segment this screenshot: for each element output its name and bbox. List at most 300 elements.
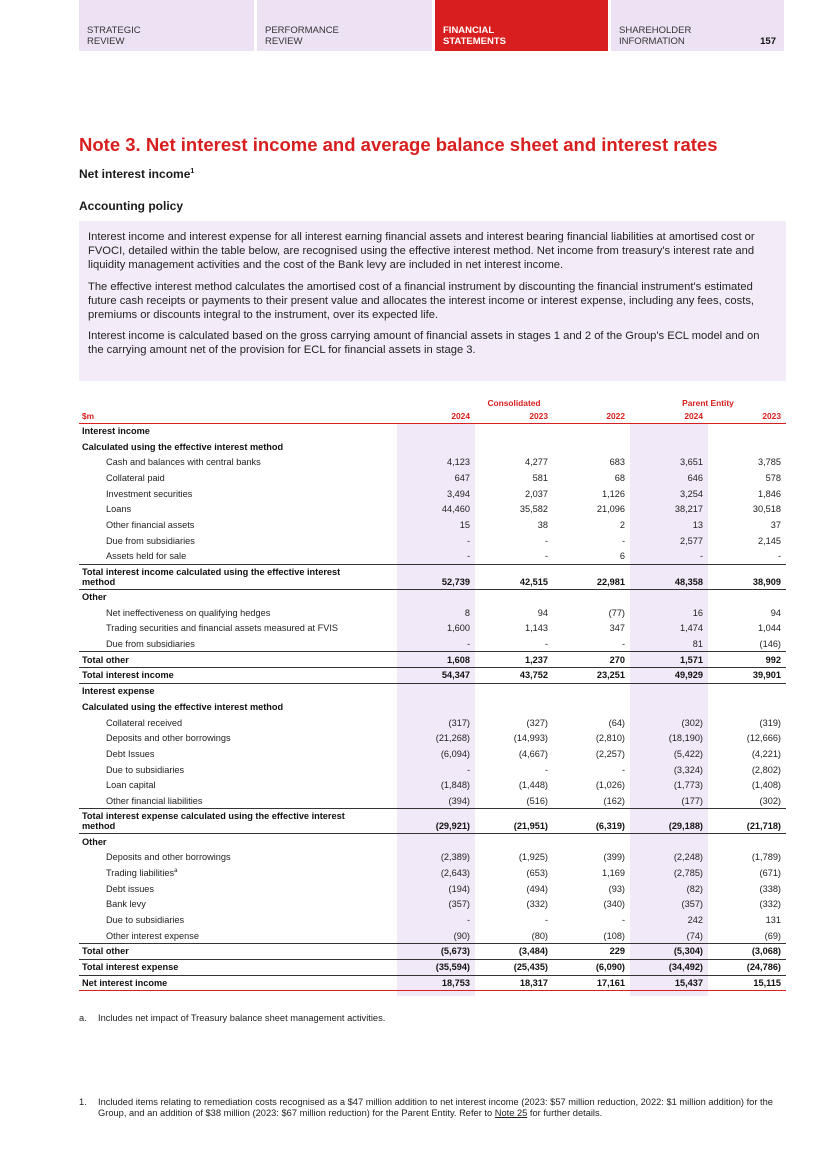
row-label (79, 564, 397, 589)
table-cell: (1,448) (518, 780, 548, 791)
row-label-text: Due from subsidiaries (106, 535, 195, 546)
table-cell: 229 (553, 944, 630, 960)
table-cell: (394) (448, 795, 470, 806)
table-cell (630, 589, 708, 605)
table-cell: 1,608 (397, 652, 475, 668)
table-cell: 43,752 (475, 668, 553, 684)
table-cell: - (544, 638, 548, 649)
table-cell: 647 (454, 472, 470, 483)
row-label (79, 762, 397, 778)
table-cell: (25,435) (475, 959, 553, 975)
table-cell: 44,460 (441, 504, 470, 515)
table-cell: (3,324) (673, 764, 703, 775)
table-cell: 13 (692, 519, 703, 530)
table-row (79, 486, 786, 502)
table-cell: (1,789) (751, 852, 781, 863)
table-row (79, 423, 786, 439)
row-label-text: Debt issues (106, 883, 155, 894)
row-label (79, 975, 397, 991)
nav-tab-label: STATEMENTS (443, 36, 506, 47)
table-cell: 3,494 (447, 488, 470, 499)
row-label (79, 777, 397, 793)
table-cell: (69) (764, 930, 781, 941)
row-label-text: Other interest expense (106, 930, 199, 941)
table-cell: (357) (448, 899, 470, 910)
table-cell: 4,277 (525, 457, 548, 468)
row-label-text: Investment securities (106, 488, 193, 499)
table-row (79, 730, 786, 746)
table-cell: - (544, 551, 548, 562)
table-cell (553, 683, 630, 699)
table-cell: (4,221) (751, 748, 781, 759)
page-number: 157 (760, 36, 776, 47)
table-cell: 15 (459, 519, 470, 530)
row-label-text: Cash and balances with central banks (106, 457, 261, 468)
table-cell: (1,408) (751, 780, 781, 791)
table-cell: 3,254 (680, 488, 703, 499)
year-header: 2024 (397, 408, 475, 423)
table-cell: 18,753 (397, 975, 475, 991)
table-cell: (2,643) (440, 868, 470, 879)
table-cell: (1,925) (518, 852, 548, 863)
table-cell: (2,248) (673, 852, 703, 863)
table-cell: (2,257) (595, 748, 625, 759)
table-cell: 23,251 (553, 668, 630, 684)
row-label-text: Collateral received (106, 717, 183, 728)
table-cell: 4,123 (447, 457, 470, 468)
row-label-text: Total interest expense (82, 962, 179, 973)
row-label (79, 912, 397, 928)
table-cell: - (544, 915, 548, 926)
row-label (79, 746, 397, 762)
table-cell (397, 423, 475, 439)
nav-tab-label: STRATEGIC (87, 25, 141, 36)
nav-tab-label: PERFORMANCE (265, 25, 339, 36)
table-cell: - (621, 915, 625, 926)
row-label-text: Loans (106, 504, 132, 515)
table-cell: (194) (448, 883, 470, 894)
table-cell (397, 589, 475, 605)
table-cell (630, 439, 708, 455)
table-cell: (93) (608, 883, 625, 894)
table-cell: (21,268) (435, 733, 470, 744)
row-label-text: Collateral paid (106, 472, 165, 483)
table-cell (630, 699, 708, 715)
table-cell: 49,929 (630, 668, 708, 684)
table-cell: 15,437 (630, 975, 708, 991)
table-row (79, 944, 786, 960)
table-cell: (146) (759, 638, 781, 649)
note-25-link[interactable]: Note 25 (494, 1108, 528, 1118)
row-label-text: Deposits and other borrowings (106, 852, 231, 863)
table-cell: 270 (553, 652, 630, 668)
table-cell: 38 (537, 519, 548, 530)
table-cell: 42,515 (475, 564, 553, 589)
table-cell: 94 (770, 607, 781, 618)
table-cell (630, 683, 708, 699)
table-cell: (317) (448, 717, 470, 728)
table-cell: 646 (687, 472, 703, 483)
row-label (79, 668, 397, 684)
footnote-ref: a (174, 868, 178, 874)
row-label-text: Other (82, 592, 107, 603)
table-cell: (338) (759, 883, 781, 894)
table-row (79, 715, 786, 731)
table-cell: 3,651 (680, 457, 703, 468)
table-cell: (5,673) (397, 944, 475, 960)
table-cell: (1,848) (440, 780, 470, 791)
table-cell: (302) (681, 717, 703, 728)
row-label (79, 470, 397, 486)
table-cell: 1,600 (447, 623, 470, 634)
row-label-text: Interest income (82, 426, 150, 437)
nav-tab-strategic-review[interactable] (79, 0, 254, 51)
row-label (79, 865, 397, 881)
table-cell: (332) (526, 899, 548, 910)
table-cell (708, 699, 786, 715)
table-cell: 2 (619, 519, 625, 530)
row-label-text: Calculated using the effective interest method (82, 701, 284, 712)
table-row (79, 834, 786, 850)
table-cell (475, 699, 553, 715)
table-cell: (35,594) (397, 959, 475, 975)
table-row (79, 897, 786, 913)
table-cell: (108) (603, 930, 625, 941)
row-label (79, 683, 397, 699)
row-label-text: Due to subsidiaries (106, 915, 185, 926)
table-row (79, 549, 786, 565)
table-cell: - (466, 551, 470, 562)
table-cell: 6 (619, 551, 625, 562)
table-cell: 683 (609, 457, 625, 468)
table-cell: 347 (609, 623, 625, 634)
row-label (79, 944, 397, 960)
row-label (79, 605, 397, 621)
table-cell (553, 423, 630, 439)
table-cell: 39,901 (708, 668, 786, 684)
section-nav (79, 0, 785, 51)
table-cell: (3,484) (475, 944, 553, 960)
footnote-marker: 1. (79, 1097, 87, 1107)
row-label-text: Total interest income (82, 670, 174, 681)
row-label (79, 730, 397, 746)
table-cell: (77) (608, 607, 625, 618)
footnote-ref: 1 (190, 168, 195, 175)
table-cell (397, 683, 475, 699)
table-row (79, 793, 786, 809)
table-cell: (6,090) (553, 959, 630, 975)
table-body (79, 423, 786, 991)
table-cell: - (466, 915, 470, 926)
row-label (79, 897, 397, 913)
table-cell: 2,037 (525, 488, 548, 499)
table-row (79, 850, 786, 866)
row-label (79, 549, 397, 565)
table-cell: 242 (687, 915, 703, 926)
net-interest-income-table (79, 395, 786, 991)
table-cell: - (544, 764, 548, 775)
table-cell: (1,773) (673, 780, 703, 791)
group-header-consolidated: Consolidated (487, 398, 541, 408)
policy-paragraph: The effective interest method calculates the amortised cost of a financial instrument by discounting the financial instrument's estimated future cash receipts or payments to their present value and allocates the interest income or interest expense, including any fees, costs, premiums or discounts integral to the instrument, over its expected life. (88, 280, 755, 322)
table-cell: (162) (603, 795, 625, 806)
year-header: 2023 (475, 408, 553, 423)
table-cell: 1,474 (680, 623, 703, 634)
table-cell: 2,145 (758, 535, 781, 546)
table-cell: 1,237 (475, 652, 553, 668)
year-header: 2024 (630, 408, 708, 423)
table-cell: 581 (532, 472, 548, 483)
nav-tab-label: INFORMATION (619, 36, 685, 47)
table-cell: (12,666) (746, 733, 781, 744)
table-cell: 22,981 (553, 564, 630, 589)
table-cell: (6,319) (553, 809, 630, 834)
table-cell: (90) (453, 930, 470, 941)
table-row (79, 928, 786, 944)
section-heading-text: Net interest income (79, 167, 191, 181)
table-row (79, 975, 786, 991)
nav-tab-label: FINANCIAL (443, 25, 495, 36)
table-cell: 2,577 (680, 535, 703, 546)
table-cell: - (466, 638, 470, 649)
table-cell: 1,571 (630, 652, 708, 668)
table-row (79, 699, 786, 715)
table-cell: - (621, 638, 625, 649)
footnote-text: for further details. (529, 1108, 603, 1118)
table-cell: (21,951) (475, 809, 553, 834)
row-label-text: Interest expense (82, 686, 155, 697)
nav-tab-label: REVIEW (265, 36, 303, 47)
table-cell: - (544, 535, 548, 546)
table-cell: - (699, 551, 703, 562)
table-row (79, 621, 786, 637)
table-row (79, 564, 786, 589)
table-cell: - (466, 535, 470, 546)
nav-tab-label: REVIEW (87, 36, 125, 47)
row-label-text: Deposits and other borrowings (106, 733, 231, 744)
table-cell (553, 834, 630, 850)
table-cell: (2,785) (673, 868, 703, 879)
row-label (79, 533, 397, 549)
table-cell: (64) (608, 717, 625, 728)
table-cell: - (621, 764, 625, 775)
table-cell (553, 699, 630, 715)
nav-tab-label: SHAREHOLDER (619, 25, 692, 36)
table-cell: (516) (526, 795, 548, 806)
table-cell: (74) (686, 930, 703, 941)
footnote-marker: a. (79, 1013, 87, 1023)
table-cell: (302) (759, 795, 781, 806)
table-cell (708, 683, 786, 699)
table-cell (397, 699, 475, 715)
table-cell: 17,161 (553, 975, 630, 991)
table-row (79, 912, 786, 928)
table-cell: 94 (537, 607, 548, 618)
row-label (79, 715, 397, 731)
table-cell (397, 439, 475, 455)
table-cell (708, 439, 786, 455)
table-row (79, 501, 786, 517)
table-cell: 15,115 (708, 975, 786, 991)
year-header: 2023 (708, 408, 786, 423)
row-label (79, 959, 397, 975)
row-label-text: Net ineffectiveness on qualifying hedges (106, 607, 271, 618)
table-row (79, 636, 786, 652)
table-row (79, 762, 786, 778)
table-row (79, 439, 786, 455)
row-label (79, 793, 397, 809)
table-cell: (327) (526, 717, 548, 728)
table-cell: 48,358 (630, 564, 708, 589)
table-cell: 38,909 (708, 564, 786, 589)
row-label-text: Total other (82, 654, 129, 665)
row-label-text: Other (82, 836, 107, 847)
table-cell (630, 834, 708, 850)
table-cell: (82) (686, 883, 703, 894)
year-header: 2022 (553, 408, 630, 423)
nav-tab-financial-statements[interactable] (435, 0, 608, 51)
table-cell: (18,190) (668, 733, 703, 744)
table-cell: (340) (603, 899, 625, 910)
table-cell: 81 (692, 638, 703, 649)
section-heading (79, 167, 194, 181)
footnote-a (79, 1013, 385, 1023)
policy-paragraph: Interest income is calculated based on the gross carrying amount of financial assets in stages 1 and 2 of the Group's ECL model and on the carrying amount net of the provision for ECL for financial assets in stage 3. (88, 330, 760, 357)
table-row (79, 746, 786, 762)
row-label (79, 501, 397, 517)
table-row (79, 865, 786, 881)
table-cell (708, 834, 786, 850)
table-cell: (399) (603, 852, 625, 863)
table-cell (553, 589, 630, 605)
table-cell: 1,126 (602, 488, 625, 499)
row-label (79, 699, 397, 715)
table-cell: 3,785 (758, 457, 781, 468)
row-label (79, 454, 397, 470)
row-label (79, 517, 397, 533)
table-row (79, 668, 786, 684)
table-cell: 30,518 (752, 504, 781, 515)
table-cell (708, 589, 786, 605)
row-label-text: Due to subsidiaries (106, 764, 185, 775)
footnote-1 (79, 1097, 779, 1119)
row-label-text: Other financial assets (106, 519, 195, 530)
table-cell: 1,044 (758, 623, 781, 634)
row-label (79, 834, 397, 850)
footnote-text: Includes net impact of Treasury balance sheet management activities. (98, 1013, 386, 1023)
row-label-text: Total interest expense calculated using the effective interest method (82, 811, 345, 832)
table-cell: (80) (531, 930, 548, 941)
table-cell: (14,993) (513, 733, 548, 744)
table-cell: (2,802) (751, 764, 781, 775)
policy-paragraph: Interest income and interest expense for all interest earning financial assets and interest bearing financial liabilities at amortised cost or FVOCI, detailed within the table below, are recognised using the effective interest method. Net income from treasury's interest rate and liquidity management activities and the cost of the Bank levy are included in net interest income. (88, 231, 755, 272)
row-label (79, 589, 397, 605)
table-cell (475, 683, 553, 699)
table-cell: (3,068) (708, 944, 786, 960)
table-cell: (494) (526, 883, 548, 894)
row-label-text: Total interest income calculated using the effective interest method (82, 566, 341, 587)
table-cell: (2,389) (440, 852, 470, 863)
table-cell (475, 423, 553, 439)
accounting-policy-box (79, 221, 786, 381)
table-cell (475, 834, 553, 850)
table-cell: 35,582 (519, 504, 548, 515)
table-cell: 16 (692, 607, 703, 618)
table-cell: (319) (759, 717, 781, 728)
row-label (79, 439, 397, 455)
table-cell: 992 (708, 652, 786, 668)
table-cell (708, 423, 786, 439)
row-label-text: Due from subsidiaries (106, 638, 195, 649)
row-label-text: Assets held for sale (106, 551, 187, 562)
table-cell: (6,094) (440, 748, 470, 759)
table-cell: (5,304) (630, 944, 708, 960)
table-cell: 131 (765, 915, 781, 926)
table-cell: (1,026) (595, 780, 625, 791)
table-row (79, 777, 786, 793)
nav-tab-performance-review[interactable] (257, 0, 432, 51)
table-cell: (2,810) (595, 733, 625, 744)
table-cell: 21,096 (596, 504, 625, 515)
table-cell: (671) (759, 868, 781, 879)
table-cell: 8 (464, 607, 470, 618)
table-cell: - (777, 551, 781, 562)
row-label-text: Bank levy (106, 899, 146, 910)
table-row (79, 683, 786, 699)
table-cell (475, 439, 553, 455)
row-label-text: Calculated using the effective interest method (82, 441, 284, 452)
table-cell: 1,143 (525, 623, 548, 634)
table-cell: (29,188) (630, 809, 708, 834)
table-cell: 38,217 (674, 504, 703, 515)
table-cell: (332) (759, 899, 781, 910)
table-cell: (29,921) (397, 809, 475, 834)
row-label (79, 928, 397, 944)
table-cell: 1,846 (758, 488, 781, 499)
row-label-text: Net interest income (82, 977, 168, 988)
table-cell (630, 423, 708, 439)
unit-header: $m (79, 408, 397, 423)
table-row (79, 652, 786, 668)
row-label (79, 850, 397, 866)
table-cell: 52,739 (397, 564, 475, 589)
table-cell: (653) (526, 868, 548, 879)
table-cell: (5,422) (673, 748, 703, 759)
table-row (79, 809, 786, 834)
row-label (79, 809, 397, 834)
table-cell: (34,492) (630, 959, 708, 975)
row-label (79, 636, 397, 652)
table-cell (553, 439, 630, 455)
row-label (79, 652, 397, 668)
note-title: Note 3. Net interest income and average balance sheet and interest rates (79, 134, 718, 155)
row-label-text: Trading securities and financial assets measured at FVIS (106, 623, 339, 634)
row-label (79, 486, 397, 502)
table-row (79, 517, 786, 533)
group-header-parent-entity: Parent Entity (682, 398, 734, 408)
row-label (79, 423, 397, 439)
table-cell: 37 (770, 519, 781, 530)
nav-tab-shareholder-information[interactable] (611, 0, 784, 51)
table-cell: 578 (765, 472, 781, 483)
table-cell: (24,786) (708, 959, 786, 975)
row-label (79, 881, 397, 897)
table-cell: 68 (614, 472, 625, 483)
table-cell: (21,718) (708, 809, 786, 834)
table-cell: - (466, 764, 470, 775)
table-cell: (357) (681, 899, 703, 910)
table-row (79, 959, 786, 975)
